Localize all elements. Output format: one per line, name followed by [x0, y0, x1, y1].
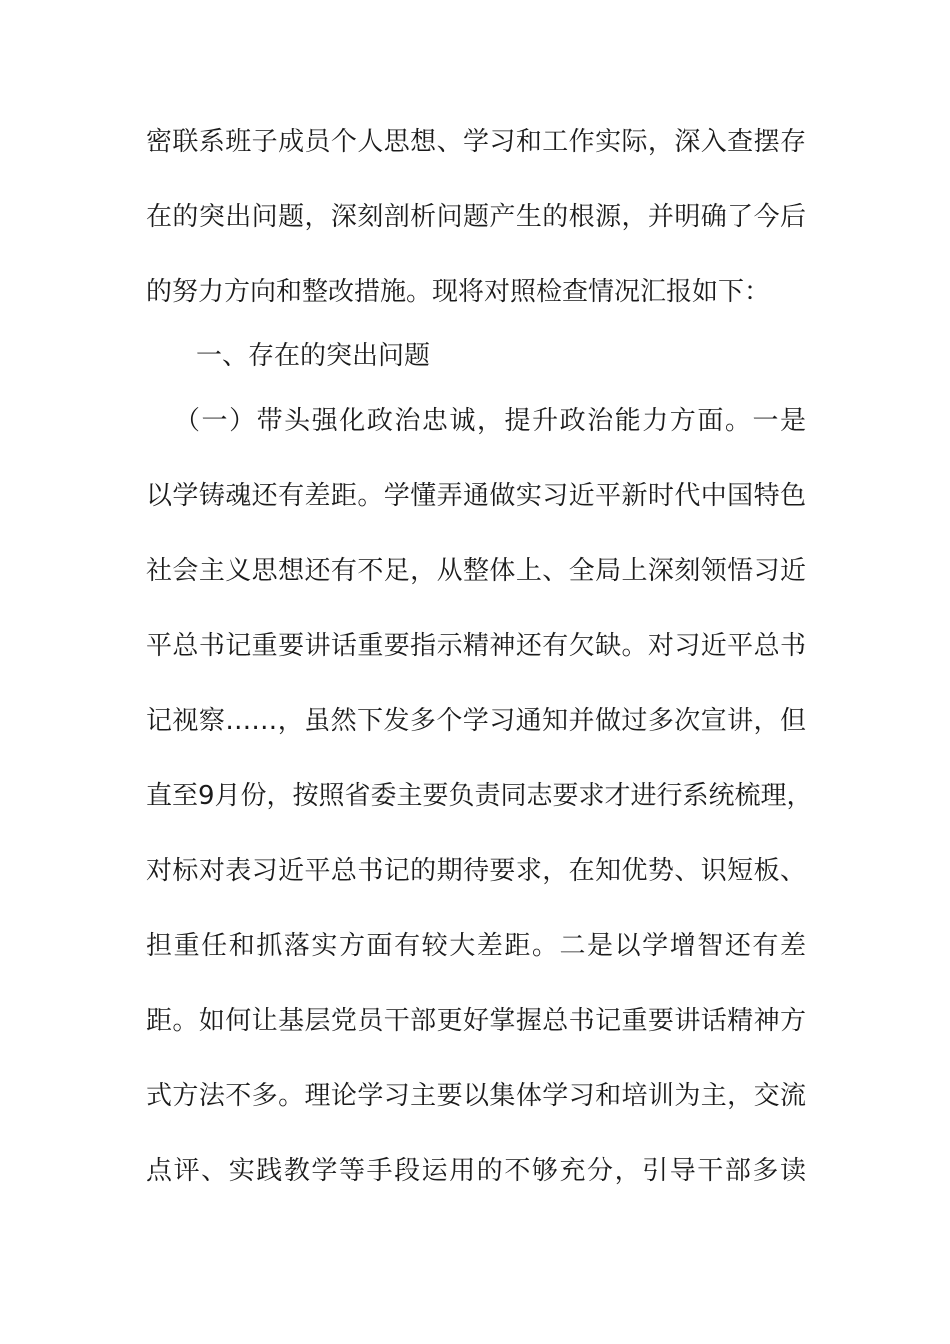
body-text-line: 在的突出问题，深刻剖析问题产生的根源，并明确了今后	[146, 202, 806, 232]
body-text-line: 记视察……，虽然下发多个学习通知并做过多次宣讲，但	[146, 706, 806, 736]
subsection-paragraph-start: （一）带头强化政治忠诚，提升政治能力方面。一是	[174, 406, 806, 436]
body-text-line: 对标对表习近平总书记的期待要求，在知优势、识短板、	[146, 856, 806, 886]
body-text-line: 的努力方向和整改措施。现将对照检查情况汇报如下：	[146, 277, 771, 307]
body-text-line: 式方法不多。理论学习主要以集体学习和培训为主，交流	[146, 1081, 806, 1111]
body-text-line: 点评、实践教学等手段运用的不够充分，引导干部多读	[146, 1156, 806, 1186]
body-text-line: 密联系班子成员个人思想、学习和工作实际，深入查摆存	[146, 127, 806, 157]
body-text-line: 直至9月份，按照省委主要负责同志要求才进行系统梳理，	[146, 781, 813, 811]
body-text-line: 平总书记重要讲话重要指示精神还有欠缺。对习近平总书	[146, 631, 806, 661]
body-text-line: 以学铸魂还有差距。学懂弄通做实习近平新时代中国特色	[146, 481, 806, 511]
body-text-line: 担重任和抓落实方面有较大差距。二是以学增智还有差	[146, 931, 806, 961]
section-heading: 一、存在的突出问题	[196, 341, 431, 371]
body-text-line: 社会主义思想还有不足，从整体上、全局上深刻领悟习近	[146, 556, 806, 586]
body-text-line: 距。如何让基层党员干部更好掌握总书记重要讲话精神方	[146, 1006, 806, 1036]
